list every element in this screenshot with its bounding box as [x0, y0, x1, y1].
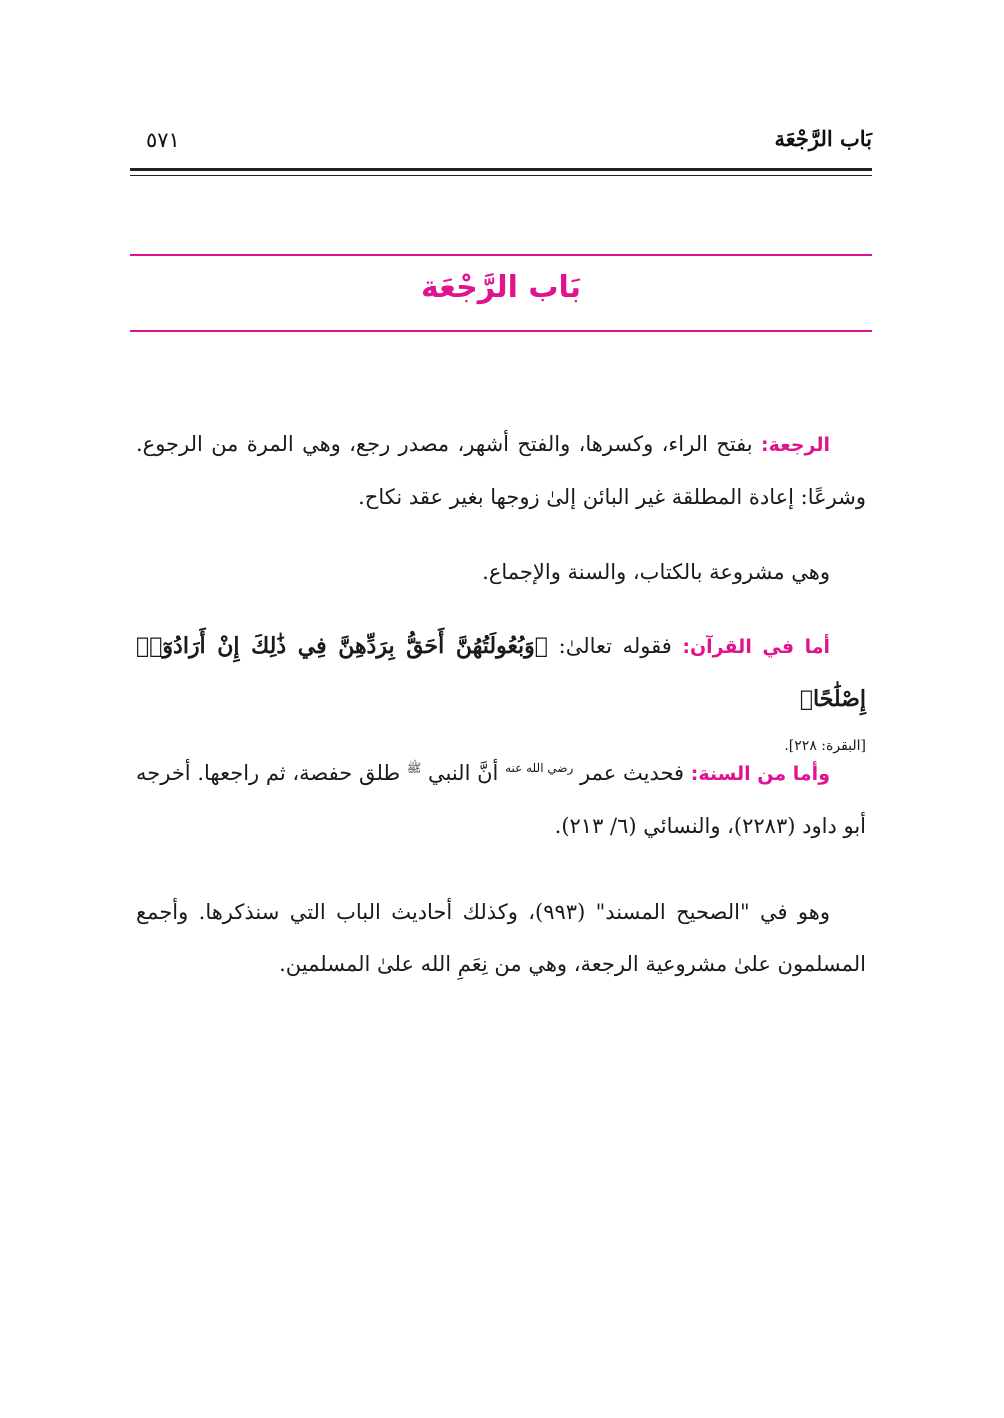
paragraph-text: فحديث عمر [573, 761, 691, 785]
paragraph-quran [136, 620, 866, 761]
paragraph-text: طلق حفصة، ثم راجعها. أخرجه أبو داود (٢٢٨٣)، والنسائي (٦/ ٢١٣). [136, 761, 866, 838]
paragraph-text: فقوله تعالىٰ: [548, 634, 683, 658]
quran-verse: ﴿وَبُعُولَتُهُنَّ أَحَقُّ بِرَدِّهِنَّ فِي ذَٰلِكَ إِنْ أَرَادُوٓا۟ إِصْلَٰحًا﴾ [136, 633, 866, 712]
page-number: ٥٧١ [146, 128, 180, 152]
running-title: بَاب الرَّجْعَة [774, 126, 872, 151]
header-rule-thick [130, 168, 872, 171]
paragraph-text: وهي مشروعة بالكتاب، والسنة والإجماع. [482, 560, 830, 584]
honorific: رضي الله عنه [505, 761, 574, 775]
paragraph-consensus [136, 886, 866, 990]
paragraph-definition [136, 418, 866, 523]
verse-citation: [البقرة: ٢٢٨]. [784, 738, 866, 754]
paragraph-text: بفتح الراء، وكسرها، والفتح أشهر، مصدر رجع، وهي المرة من الرجوع. وشرعًا: إعادة المطلقة غير البائن إلىٰ زوجها بغير عقد نكاح. [136, 432, 866, 509]
title-rule-top [130, 254, 872, 256]
honorific: ﷺ [406, 761, 422, 775]
paragraph-sunnah [136, 742, 866, 852]
running-header [130, 122, 872, 166]
term-label: الرجعة: [760, 434, 830, 456]
term-label: أما في القرآن: [682, 636, 830, 658]
paragraph-text: وهو في "الصحيح المسند" (٩٩٣)، وكذلك أحاديث الباب التي سنذكرها. وأجمع المسلمون علىٰ مشروعية الرجعة، وهي من نِعَمِ الله علىٰ المسلمين. [136, 900, 866, 976]
paragraph-legitimacy [136, 546, 866, 598]
paragraph-text: أنَّ النبي [421, 761, 506, 785]
term-label: وأما من السنة: [690, 763, 831, 785]
header-rule-thin [130, 175, 872, 176]
chapter-title: بَاب الرَّجْعَة [420, 270, 582, 305]
title-rule-bottom [130, 330, 872, 332]
